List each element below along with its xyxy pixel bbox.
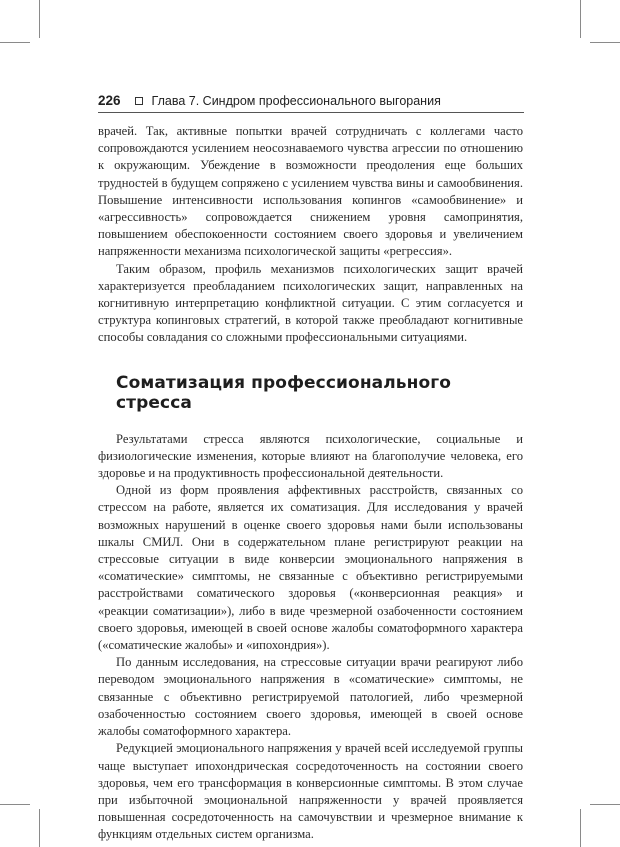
square-bullet-icon: [135, 97, 143, 105]
paragraph: По данным исследования, на стрессовые ситуации врачи реагируют либо переводом эмоционального напряжения в «соматические» симптомы, не связанные с объективно регистрируемой патологией, либо чрезмерной озабоченностью состоянием своего здоровья, имеющей в своей основе жалобы соматоформного характера.: [98, 655, 523, 739]
crop-mark: [39, 0, 40, 38]
paragraph: Редукцией эмоционального напряжения у врачей всей исследуемой группы чаще выступает ипохондрическая сосредоточенность на состоянии своего здоровья, чем его трансформация в конверсионные симптомы. В этом случае при избыточной эмоциональной напряженности у врачей проявляется повышенная сосредоточенность на самочувствии и чрезмерное внимание к функциям отдельных систем организма.: [98, 741, 523, 842]
crop-mark: [580, 809, 581, 847]
crop-mark: [590, 42, 620, 43]
page-body: [98, 123, 523, 844]
running-header: [98, 93, 518, 108]
page-number: 226: [98, 93, 121, 108]
crop-mark: [0, 804, 30, 805]
crop-mark: [580, 0, 581, 38]
paragraph: Одной из форм проявления аффективных расстройств, связанных со стрессом на работе, является их соматизация. Для исследования у врачей возможных нарушений в оценке своего здоровья нами были использованы шкалы СМИЛ. Они в содержательном плане регистрируют реакции на стрессовые ситуации в виде конверсии эмоционального напряжения в «соматические» симптомы, не связанные с объективно регистрируемыми расстройствами соматического здоровья («конверсионная реакция» и «реакции соматизации»), либо в виде чрезмерной озабоченности состоянием своего здоровья, имеющей в своей основе жалобы соматоформного характера («соматические жалобы» и «ипохондрия»).: [98, 483, 523, 653]
paragraph: Результатами стресса являются психологические, социальные и физиологические изменения, которые влияют на благополучие человека, его здоровье и на продуктивность профессиональной деятельности.: [98, 431, 523, 481]
section-heading: Соматизация профессионального стресса: [116, 372, 452, 413]
crop-mark: [590, 804, 620, 805]
chapter-title: Глава 7. Синдром профессионального выгорания: [151, 93, 441, 108]
header-rule: [98, 112, 524, 113]
paragraph: Таким образом, профиль механизмов психологических защит врачей характеризуется преобладанием психологических защит, направленных на когнитивную интерпретацию конфликтной ситуации. С этим согласуется и структура копинговых стратегий, в которой также преобладают когнитивные способы совладания со сложными профессиональными ситуациями.: [98, 261, 523, 345]
crop-mark: [39, 809, 40, 847]
crop-mark: [0, 42, 30, 43]
paragraph: врачей. Так, активные попытки врачей сотрудничать с коллегами часто сопровождаются усилением неосознаваемого чувства агрессии по отношению к окружающим. Убеждение в возможности преодоления еще больших трудностей в будущем сопряжено с усилением чувства вины и самообвинения. Повышение интенсивности использования копингов «самообвинение» и «агрессивность» сопровождается снижением уровня самопринятия, повышением обеспокоенности состоянием своего здоровья и увеличением напряженности механизма психологической защиты «регрессия».: [98, 124, 523, 259]
